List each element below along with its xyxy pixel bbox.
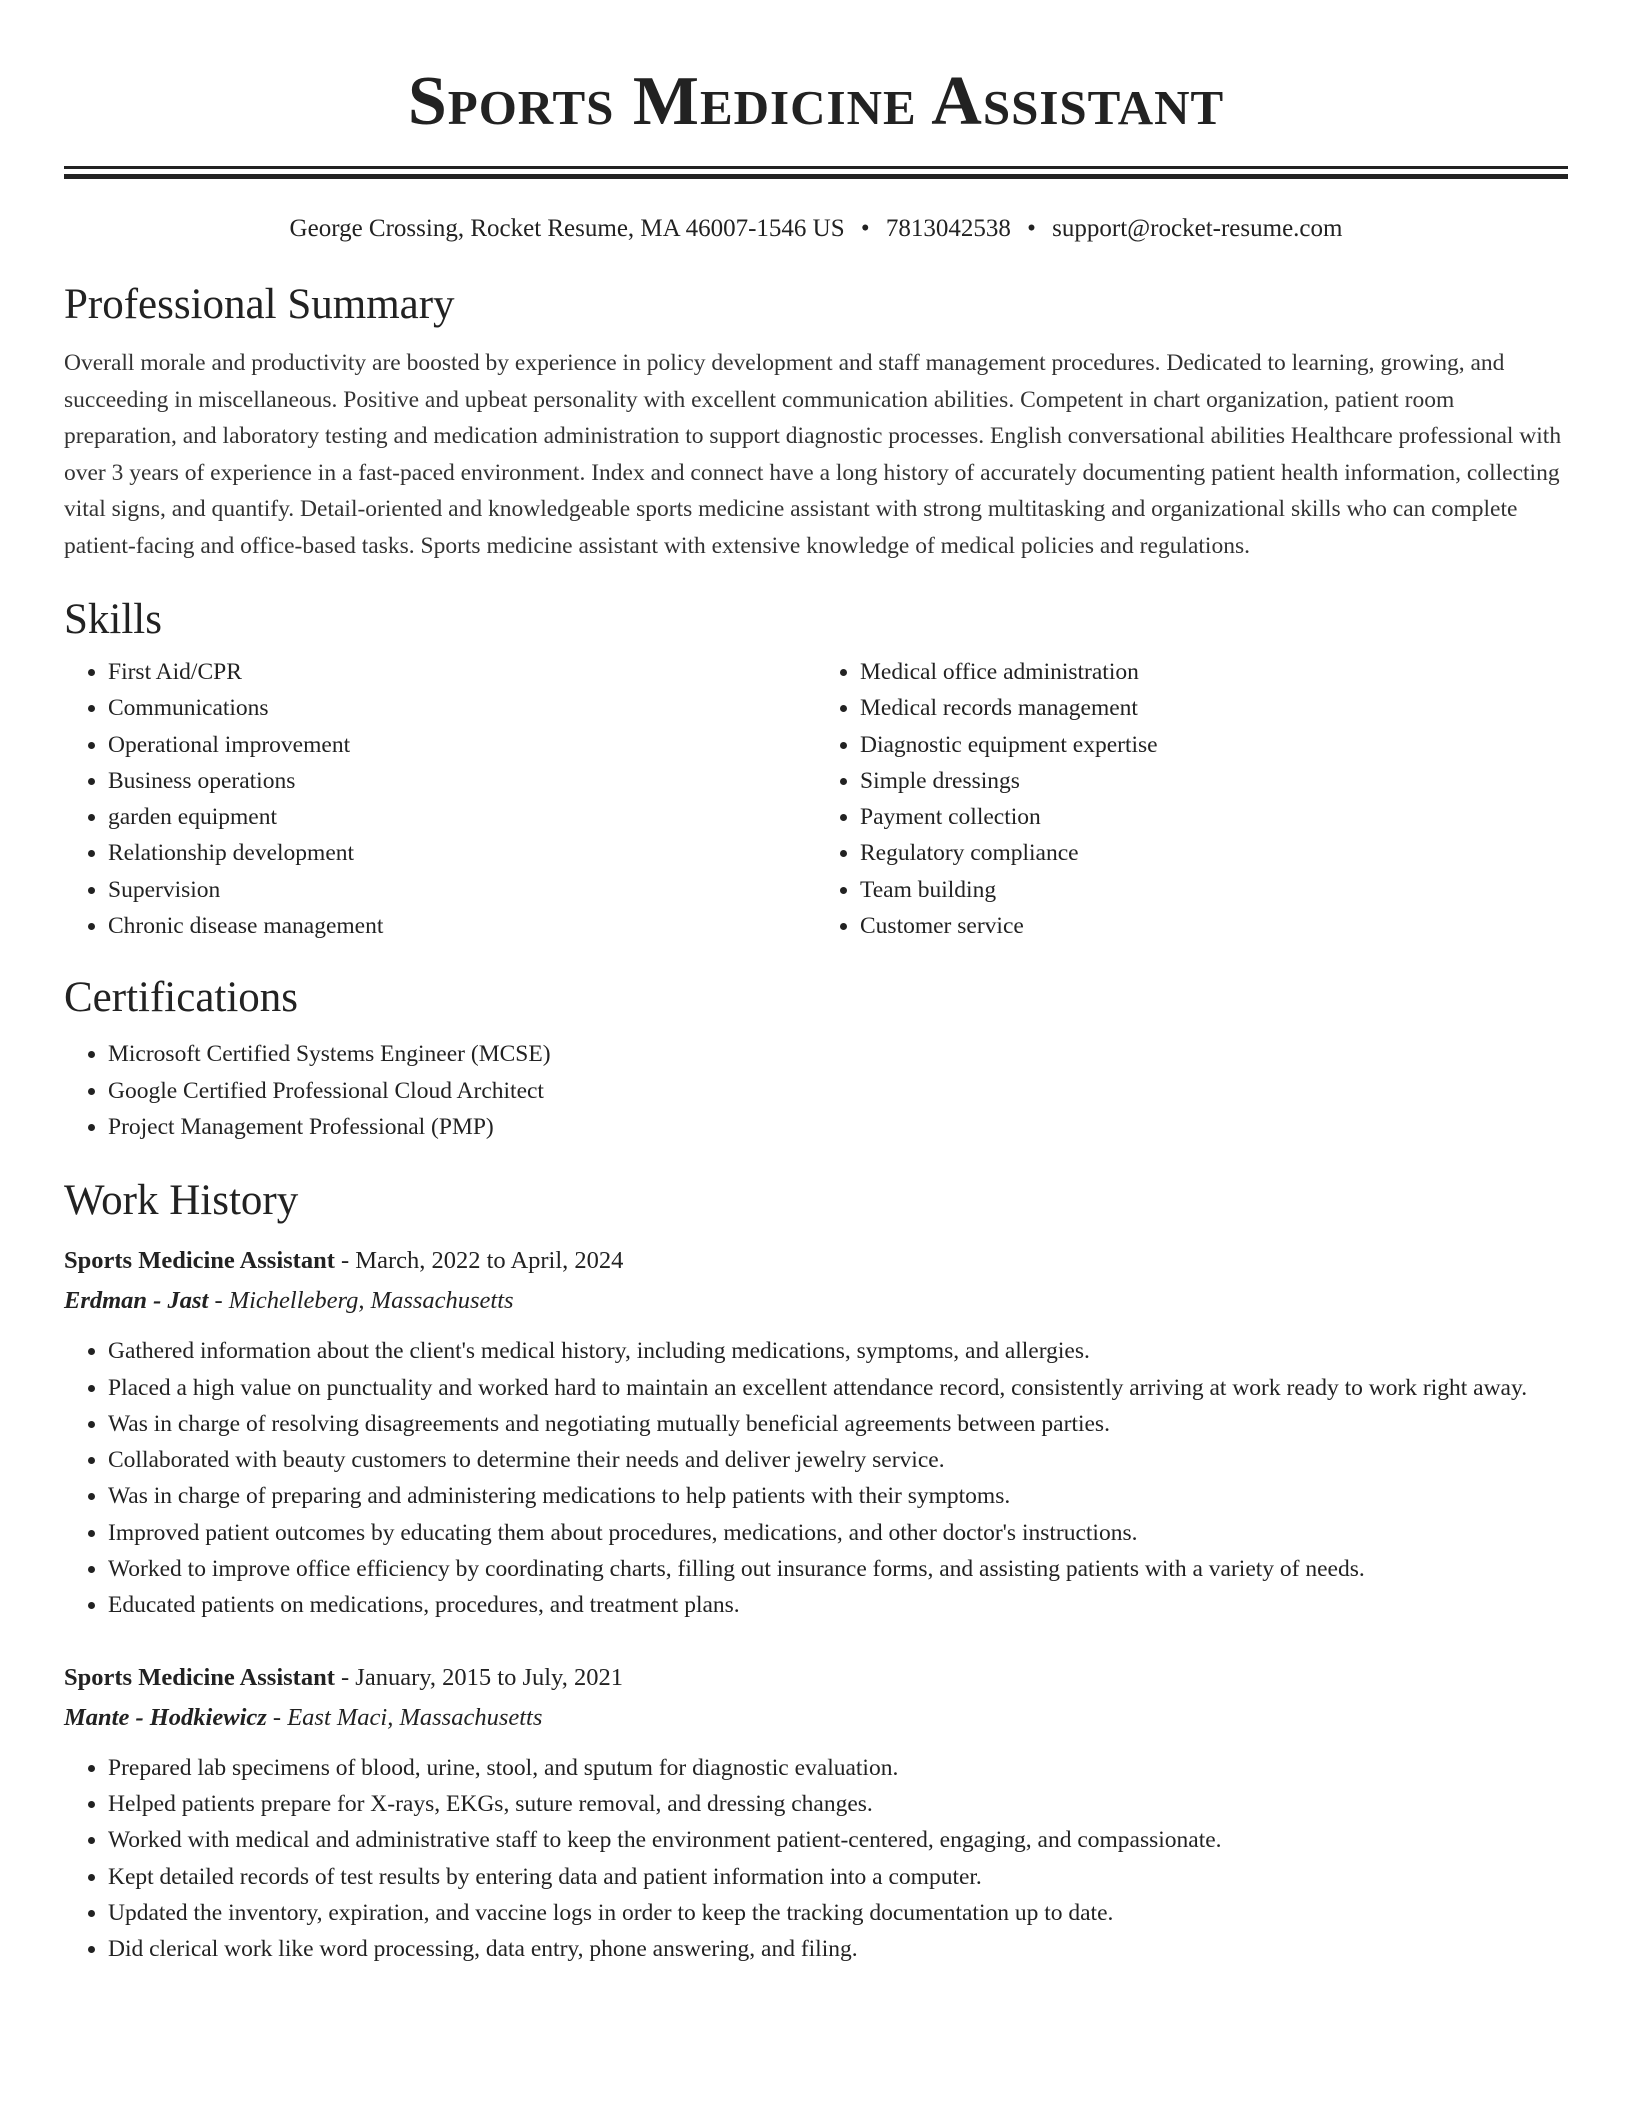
job-duties-list bbox=[64, 1750, 1568, 1968]
skill-item: • Regulatory compliance bbox=[860, 835, 1568, 871]
skill-item: • First Aid/CPR bbox=[108, 654, 816, 690]
skill-item: • Diagnostic equipment expertise bbox=[860, 727, 1568, 763]
job-location: - Michelleberg, Massachusetts bbox=[208, 1287, 514, 1315]
job-duty: • Was in charge of preparing and administering medications to help patients with their symptoms. bbox=[108, 1478, 1568, 1514]
job-header bbox=[64, 1658, 1568, 1698]
skill-item: • Communications bbox=[108, 690, 816, 726]
job-entry bbox=[64, 1241, 1568, 1623]
skill-item: • Relationship development bbox=[108, 835, 816, 871]
job-duty: • Worked to improve office efficiency by coordinating charts, filling out insurance forms, and assisting patients with a variety of needs. bbox=[108, 1551, 1568, 1587]
job-duty: • Helped patients prepare for X-rays, EKGs, suture removal, and dressing changes. bbox=[108, 1786, 1568, 1822]
job-duty: • Collaborated with beauty customers to determine their needs and deliver jewelry service. bbox=[108, 1442, 1568, 1478]
job-title: Sports Medicine Assistant bbox=[64, 1247, 335, 1275]
skills-list-right bbox=[816, 654, 1568, 944]
job-duty: • Educated patients on medications, procedures, and treatment plans. bbox=[108, 1587, 1568, 1623]
job-duty: • Improved patient outcomes by educating them about procedures, medications, and other doctor's instructions. bbox=[108, 1515, 1568, 1551]
certification-item: • Microsoft Certified Systems Engineer (MCSE) bbox=[108, 1036, 1568, 1072]
job-location: - East Maci, Massachusetts bbox=[266, 1703, 543, 1731]
job-employer bbox=[64, 1281, 1568, 1321]
job-duty: • Worked with medical and administrative staff to keep the environment patient-centered, engaging, and compassionate. bbox=[108, 1822, 1568, 1858]
job-duty: • Placed a high value on punctuality and worked hard to maintain an excellent attendance record, consistently arriving at work ready to work right away. bbox=[108, 1370, 1568, 1406]
contact-address: George Crossing, Rocket Resume, MA 46007-1546 US bbox=[289, 215, 845, 242]
job-duty: • Prepared lab specimens of blood, urine, stool, and sputum for diagnostic evaluation. bbox=[108, 1750, 1568, 1786]
certification-item: • Project Management Professional (PMP) bbox=[108, 1109, 1568, 1145]
skill-item: • Medical records management bbox=[860, 690, 1568, 726]
job-employer bbox=[64, 1698, 1568, 1738]
job-duty: • Did clerical work like word processing, data entry, phone answering, and filing. bbox=[108, 1931, 1568, 1967]
job-duty: • Was in charge of resolving disagreements and negotiating mutually beneficial agreements between parties. bbox=[108, 1406, 1568, 1442]
summary-heading: Professional Summary bbox=[64, 281, 455, 328]
contact-separator: • bbox=[1027, 215, 1036, 242]
skill-item: • Customer service bbox=[860, 908, 1568, 944]
job-duty: • Updated the inventory, expiration, and vaccine logs in order to keep the tracking documentation up to date. bbox=[108, 1895, 1568, 1931]
title-double-rule bbox=[64, 166, 1568, 179]
summary-text: Overall morale and productivity are boosted by experience in policy development and staff management procedures. Dedicated to learning, growing, and succeeding in miscellaneous. Positive and upbeat personality with excellent communication abilities. Competent in chart organization, patient room preparation, and laboratory testing and medication administration to support diagnostic processes. English conversational abilities Healthcare professional with over 3 years of experience in a fast-paced environment. Index and connect have a long history of accurately documenting patient health information, collecting vital signs, and quantify. Detail-oriented and knowledgeable sports medicine assistant with strong multitasking and organizational skills who can complete patient-facing and office-based tasks. Sports medicine assistant with extensive knowledge of medical policies and regulations. bbox=[64, 350, 1562, 559]
contact-separator: • bbox=[860, 215, 870, 242]
skill-item: • Business operations bbox=[108, 763, 816, 799]
skill-item: • Chronic disease management bbox=[108, 908, 816, 944]
job-entry bbox=[64, 1658, 1568, 1968]
skills-list-left bbox=[64, 654, 816, 944]
job-duty: • Kept detailed records of test results by entering data and patient information into a computer. bbox=[108, 1859, 1568, 1895]
job-dates: - March, 2022 to April, 2024 bbox=[334, 1247, 624, 1275]
job-company: Erdman - Jast bbox=[64, 1287, 209, 1315]
skill-item: • Operational improvement bbox=[108, 727, 816, 763]
contact-phone: 7813042538 bbox=[885, 215, 1011, 242]
job-title: Sports Medicine Assistant bbox=[64, 1663, 335, 1691]
job-duty: • Gathered information about the client's medical history, including medications, symptoms, and allergies. bbox=[108, 1333, 1568, 1369]
skill-item: • Simple dressings bbox=[860, 763, 1568, 799]
job-dates: - January, 2015 to July, 2021 bbox=[334, 1663, 623, 1691]
contact-email: support@rocket-resume.com bbox=[1052, 215, 1343, 242]
skill-item: • Medical office administration bbox=[860, 654, 1568, 690]
skill-item: • Supervision bbox=[108, 872, 816, 908]
contact-line bbox=[64, 213, 1568, 245]
skills-columns bbox=[64, 654, 1568, 944]
certification-item: • Google Certified Professional Cloud Architect bbox=[108, 1073, 1568, 1109]
job-company: Mante - Hodkiewicz bbox=[64, 1703, 267, 1731]
job-duties-list bbox=[64, 1333, 1568, 1623]
skill-item: • Team building bbox=[860, 872, 1568, 908]
resume-title: Sports Medicine Assistant bbox=[407, 63, 1225, 140]
work-history-heading: Work History bbox=[64, 1177, 299, 1225]
skill-item: • garden equipment bbox=[108, 799, 816, 835]
certifications-list bbox=[64, 1036, 1568, 1145]
certifications-heading: Certifications bbox=[64, 974, 299, 1022]
skills-heading: Skills bbox=[64, 596, 162, 643]
skill-item: • Payment collection bbox=[860, 799, 1568, 835]
job-header bbox=[64, 1241, 1568, 1281]
